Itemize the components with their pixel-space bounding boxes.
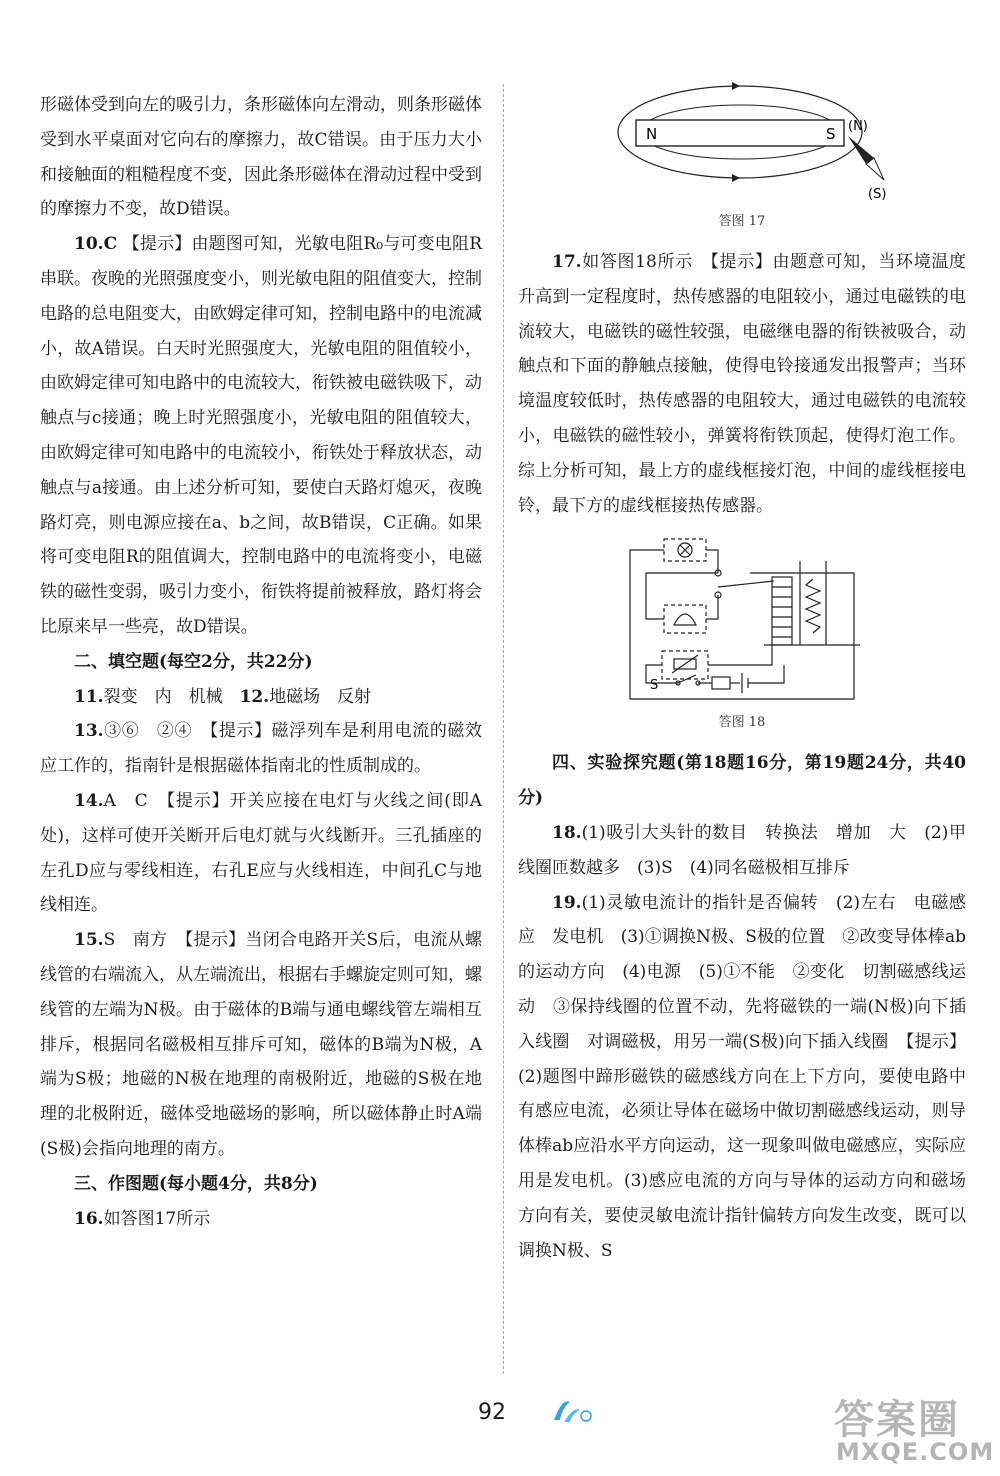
answer-19: 19.(1)灵敏电流计的指针是否偏转 (2)左右 电磁感应 发电机 (3)①调换N极、S极的位置 ②改变导体棒ab的运动方向 (4)电源 (5)①不能 ②变化 切割磁感线运动 ③保持线圈的位置不动，先将磁铁的一端(N极)向下插入线圈 对调磁极，用另一端(S极)向下插入线圈 【提示】(2)题图中蹄形磁铁的磁感线方向在上下方向，要使电路中有感应电流，必须让导体在磁场中做切割磁感线运动，则导体棒ab应沿水平方向运动，这一现象叫做电磁感应，实际应用是发电机。(3)感应电流的方向与导体的运动方向和磁场方向有关，要使灵敏电流计指针偏转方向发生改变，既可以调换N极、S (518, 892, 966, 1261)
publisher-logo-icon (548, 1396, 594, 1426)
answer-14: 14.A C 【提示】开关应接在电灯与火线之间(即A处)，这样可使开关断开后电灯就与火线断开。三孔插座的左孔D应与零线相连，右孔E应与火线相连，中间孔C与地线相连。 (40, 790, 482, 916)
figure-18-caption: 答图 18 (718, 715, 766, 731)
field-arrow-top (732, 82, 740, 90)
bar-magnet (636, 120, 844, 146)
answer-13: 13.③⑥ ②④ 【提示】磁浮列车是利用电流的磁效应工作的，指南针是根据磁体指南北的性质制成的。 (40, 721, 482, 777)
column-divider (503, 84, 504, 1374)
paragraph-continuation: 形磁体受到向左的吸引力，条形磁体向左滑动，则条形磁体受到水平桌面对它向右的摩擦力，故C错误。由于压力大小和接触面的粗糙程度不变，因此条形磁体在滑动过程中受到的摩擦力不变，故D错误。 (40, 95, 482, 220)
spring (806, 579, 820, 633)
needle-n-label: (N) (848, 119, 868, 134)
section-heading-drawing: 三、作图题(每小题4分，共8分) (74, 1173, 318, 1194)
answer-11-12: 11.裂变 内 机械 12.地磁场 反射 (74, 686, 372, 707)
answer-15: 15.S 南方 【提示】当闭合电路开关S后，电流从螺线管的右端流入，从左端流出，根据右手螺旋定则可知，螺线管的左端为N极。由于磁体的B端与通电螺线管左端相互排斥，根据同名磁极相互排斥可知，磁体的B端为N极，A端为S极；地磁的N极在地理的南极附近，地磁的S极在地理的北极附近，磁体受地磁场的影响，所以磁体静止时A端(S极)会指向地理的南方。 (40, 930, 482, 1159)
answer-10: 10.C 【提示】由题图可知，光敏电阻R₀与可变电阻R串联。夜晚的光照强度变小，则光敏电阻的阻值变大，控制电路的总电阻变大，由欧姆定律可知，控制电路中的电流减小，故A错误。白天时光照强度大，光敏电阻的阻值较小，由欧姆定律可知电路中的电流较大，衔铁被电磁铁吸下，动触点与c接通；晚上时光照强度小，光敏电阻的阻值较大，由欧姆定律可知电路中的电流较小，衔铁处于释放状态，动触点与a接通。由上述分析可知，要使白天路灯熄灭，夜晚路灯亮，则电源应接在a、b之间，故B错误，C正确。如果将可变电阻R的阻值调大，控制电路中的电流将变小，电磁铁的磁性变弱，吸引力变小，衔铁将提前被释放，路灯将会比原来早一些亮，故D错误。 (40, 234, 482, 637)
magnet-n-label: N (646, 125, 658, 143)
sensor-box (662, 651, 708, 679)
figure-18-circuit (624, 533, 860, 709)
right-column (518, 80, 983, 1268)
watermark-title: 答案圈 (834, 1397, 960, 1443)
answer-18: 18.(1)吸引大头针的数目 转换法 增加 大 (2)甲 线圈匝数越多 (3)S (4)同名磁极相互排斥 (518, 822, 983, 878)
answer-17: 17.如答图18所示 【提示】由题意可知，当环境温度升高到一定程度时，热传感器的电阻较小，通过电磁铁的电流较大，电磁铁的磁性较强，电磁继电器的衔铁被吸合，动触点和下面的静触点接触，使得电铃接通发出报警声；当环境温度较低时，热传感器的电阻较大，通过电磁铁的电流较小，电磁铁的磁性较小，弹簧将衔铁顶起，使得灯泡工作。综上分析可知，最上方的虚线框接灯泡，中间的虚线框接电铃，最下方的虚线框接热传感器。 (518, 252, 966, 516)
figure-17-magnet (612, 80, 887, 208)
needle-s-label: (S) (868, 187, 887, 202)
bell-icon (674, 614, 696, 625)
figure-17-caption: 答图 17 (718, 214, 766, 229)
armature (718, 581, 774, 587)
left-column (40, 88, 482, 1236)
switch-s-label: S (650, 678, 659, 694)
answer-16: 16.如答图17所示 (74, 1208, 211, 1229)
field-arrow-bottom (732, 174, 740, 182)
page-number: 92 (478, 1400, 506, 1425)
watermark (828, 1388, 995, 1474)
bell-box (664, 605, 706, 633)
section-heading-experiment: 四、实验探究题(第18题16分，第19题24分，共40分) (518, 753, 966, 809)
watermark-url: MXQE.COM (836, 1438, 995, 1466)
magnet-s-label: S (826, 125, 836, 143)
resistor (712, 677, 730, 689)
section-heading-fill-in: 二、填空题(每空2分，共22分) (74, 651, 313, 672)
